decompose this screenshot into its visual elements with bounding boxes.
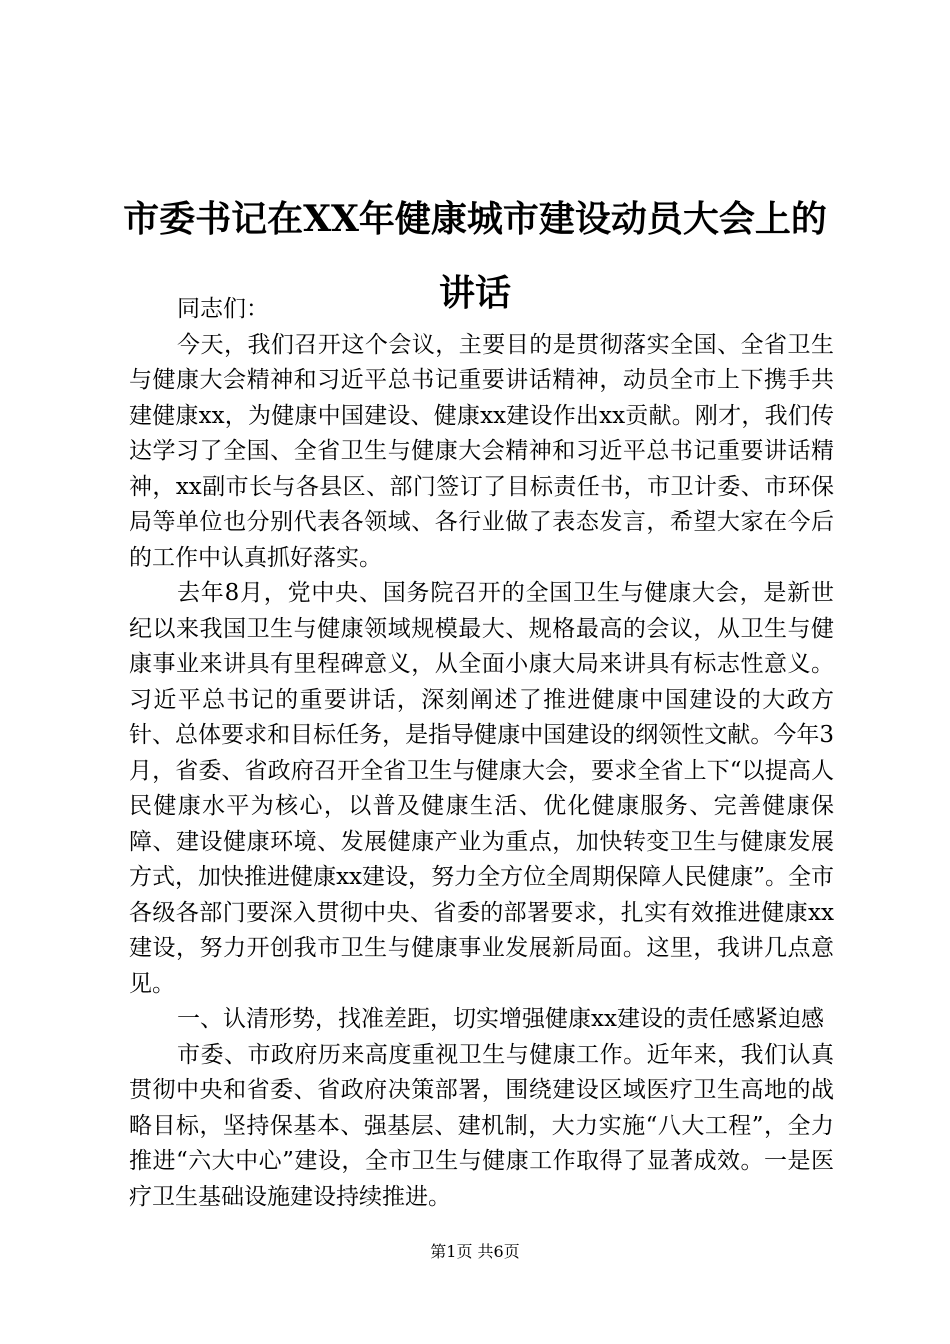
section-heading-1: 一、认清形势，找准差距，切实增强健康xx建设的责任感紧迫感 <box>177 1006 824 1032</box>
document-body <box>129 292 834 1215</box>
salutation: 同志们： <box>177 296 269 322</box>
paragraph-2: 去年8月，党中央、国务院召开的全国卫生与健康大会，是新世纪以来我国卫生与健康领域规模最大、规格最高的会议，从卫生与健康事业来讲具有里程碑意义，从全面小康大局来讲具有标志性意义。习近平总书记的重要讲话，深刻阐述了推进健康中国建设的大政方针、总体要求和目标任务，是指导健康中国建设的纲领性文献。今年3月，省委、省政府召开全省卫生与健康大会，要求全省上下“以提高人民健康水平为核心，以普及健康生活、优化健康服务、完善健康保障、建设健康环境、发展健康产业为重点，加快转变卫生与健康发展方式，加快推进健康xx建设，努力全方位全周期保障人民健康”。全市各级各部门要深入贯彻中央、省委的部署要求，扎实有效推进健康xx建设，努力开创我市卫生与健康事业发展新局面。这里，我讲几点意见。 <box>129 580 834 997</box>
title-line-1: 市委书记在XX年健康城市建设动员大会上的 <box>123 198 827 241</box>
paragraph-3: 市委、市政府历来高度重视卫生与健康工作。近年来，我们认真贯彻中央和省委、省政府决策部署，围绕建设区域医疗卫生高地的战略目标，坚持保基本、强基层、建机制，大力实施“八大工程”，全力推进“六大中心”建设，全市卫生与健康工作取得了显著成效。一是医疗卫生基础设施建设持续推进。 <box>129 1041 834 1210</box>
paragraph-1: 今天，我们召开这个会议，主要目的是贯彻落实全国、全省卫生与健康大会精神和习近平总书记重要讲话精神，动员全市上下携手共建健康xx，为健康中国建设、健康xx建设作出xx贡献。刚才，我们传达学习了全国、全省卫生与健康大会精神和习近平总书记重要讲话精神，xx副市长与各县区、部门签订了目标责任书，市卫计委、市环保局等单位也分别代表各领域、各行业做了表态发言，希望大家在今后的工作中认真抓好落实。 <box>129 331 834 571</box>
page-number: 第1页 共6页 <box>430 1242 520 1261</box>
title-line-2: 讲话 <box>438 272 511 315</box>
